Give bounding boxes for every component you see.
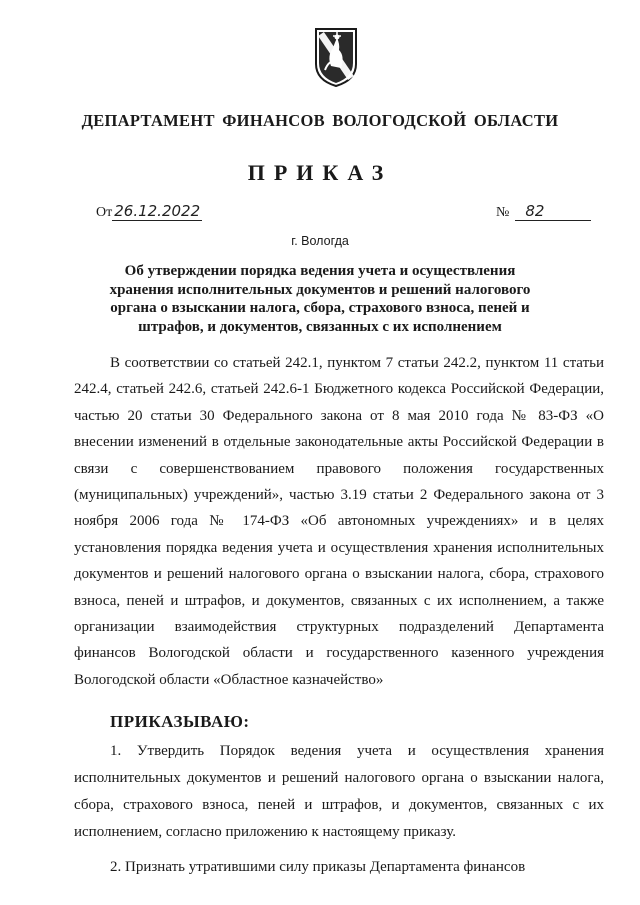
document-type-title: ПРИКАЗ bbox=[247, 160, 393, 185]
order-item-2: 2. Признать утратившими силу приказы Департамента финансов bbox=[110, 859, 526, 875]
order-date: 26.12.2022 bbox=[114, 202, 201, 220]
number-prefix: № bbox=[496, 205, 510, 220]
order-item-1: 1. Утвердить Порядок ведения учета и осуществления хранения исполнительных документов и решений налогового органа о взыскании налога, сбора, страхового взноса, пеней и штрафов, и документов, связанных с их исполнением, согласно приложению к настоящему приказу. bbox=[74, 743, 604, 840]
order-items bbox=[74, 738, 604, 889]
preamble-paragraph: В соответствии со статьей 242.1, пунктом 7 статьи 242.2, пунктом 11 статьи 242.4, статьей 242.6, статьей 242.6-1 Бюджетного кодекса Российской Федерации, частью 20 статьи 30 Федерального закона от 8 мая 2010 года № 83-ФЗ «О внесении изменений в отдельные законодательные акты Российской Федерации в связи с совершенствованием правового положения государственных (муниципальных) учреждений», частью 3.19 статьи 2 Федерального закона от 3 ноября 2006 года № 174-ФЗ «Об автономных учреждениях» и в целях установления порядка ведения учета и осуществления хранения исполнительных документов и решений налогового органа о взыскании налога, сбора, страхового взноса, пеней и штрафов, и документов, связанных с их исполнением, а также организации взаимодействия структурных подразделений Департамента финансов Вологодской области и государственного казенного учреждения Вологодской области «Областное казначейство» bbox=[74, 355, 604, 688]
order-subject: Об утверждении порядка ведения учета и осуществления хранения исполнительных документов и решений налогового органа о взыскании налога, сбора, страхового взноса, пеней и штрафов, и документов, связанных с их исполнением bbox=[109, 263, 531, 335]
order-number-line bbox=[496, 202, 591, 221]
department-title: ДЕПАРТАМЕНТ ФИНАНСОВ ВОЛОГОДСКОЙ ОБЛАСТИ bbox=[81, 111, 559, 130]
order-directive: ПРИКАЗЫВАЮ: bbox=[110, 712, 250, 731]
city-label: г. Вологда bbox=[291, 234, 349, 248]
preamble-block bbox=[74, 350, 604, 693]
coat-of-arms-icon bbox=[313, 26, 359, 88]
order-number: 82 bbox=[515, 202, 591, 221]
date-prefix: От bbox=[96, 205, 113, 220]
order-date-line bbox=[96, 202, 202, 221]
